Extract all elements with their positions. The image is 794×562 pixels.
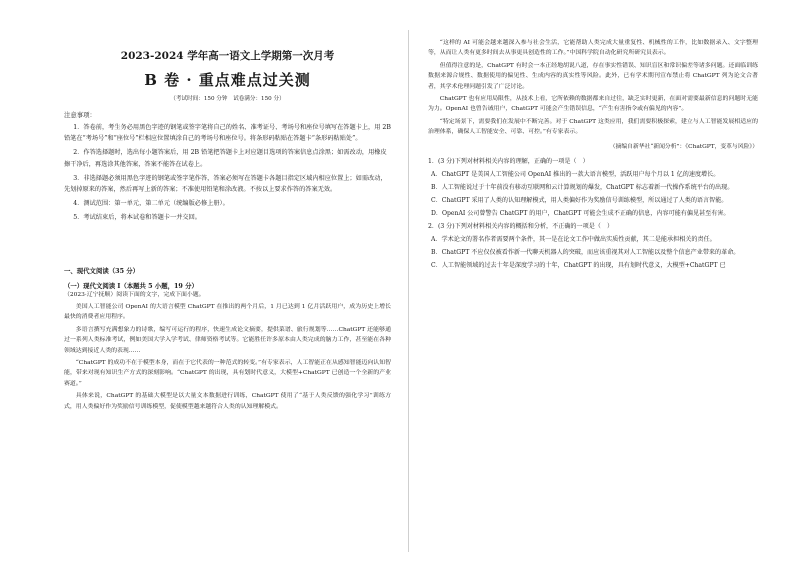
question-option: A．学术论文的署名作者需要两个条件，其一是在论文工作中做出实质性贡献，其二是能承担相关的责任。 [431,235,716,243]
question-stem: 2．(3 分)下列对材料相关内容的概括和分析，不正确的一项是（ ） [428,222,614,230]
reading-paragraph: “ChatGPT 的成功不在于模型本身，而在于它代表的一种范式的转变。”有专家表示，人工智能正在从感知智能迈向认知智能，带来对现有知识生产方式的深刻影响。“ChatGPT 的出现，具有划时代意义，大模型+ChatGPT 已创造一个全新的产业赛道。” [64,360,391,387]
column-divider [408,30,409,552]
reading-paragraph: 多语言撰写充满想象力的诗歌，编写可运行的程序，快速生成论文摘要，提供菜谱、旅行规划等……ChatGPT 还能够通过一系列人类标准考试，例如美国大学入学考试、律师资格考试等。它能胜任许多原本由人类完成的脑力工作，甚至能在各种领域达到接近人类的表现…… [64,326,391,354]
notice-item: 3．非选择题必须用黑色字迹的钢笔或签字笔作答，答案必须写在答题卡各题目指定区域内相应位置上；如需改动，先划掉原来的答案，然后再写上新的答案；不准使用铅笔和涂改液。不按以上要求作答的答案无效。 [64,174,387,194]
notice-item: 4．测试范围：第一单元，第二单元（统编版必修上册）。 [73,200,229,208]
notice-item: 5．考试结束后，将本试卷和答题卡一并交回。 [73,214,201,222]
notice-item: 1．答卷前，考生务必用黑色字迹的钢笔或签字笔将自己的姓名、准考证号、考场号和座位号填写在答题卡上，用 2B 铅笔在“考场号”和“座位号”栏相应位置填涂自己的考场号和座位号。将条形码粘贴在答题卡“条形码粘贴处”。 [64,124,391,143]
reading-paragraph: ChatGPT 也有应用局限性，从技术上看，它所依赖的数据都来自过往，缺乏实时更新，在面对需要最新信息的问题时无能为力。OpenAI 也曾告诫用户，ChatGPT 可能会产生错误信息，“产生有害指令或有偏见的内容”。 [428,96,758,113]
subsection-heading: （一）现代文阅读 I（本题共 5 小题，19 分） [64,281,198,290]
reading-paragraph: 美国人工智能公司 OpenAI 的大语言模型 ChatGPT 在推出的两个月后，1 月已达到 1 亿月活跃用户，成为历史上增长最快的消费者应用程序。 [64,304,391,321]
article-source: （摘编自新华社“新闻分析”：《ChatGPT，变革与风险》） [609,143,758,150]
section-heading: 一、现代文阅读（35 分） [64,266,140,275]
exam-subtitle: B 卷 · 重点难点过关测 [144,71,311,89]
question-option: D．OpenAI 公司曾警告 ChatGPT 的用户，ChatGPT 可能会生成不正确的信息，内容可能有偏见甚至有害。 [431,209,730,217]
exam-title: 2023-2024 学年高一语文上学期第一次月考 [120,50,335,62]
blank-space [64,224,391,260]
reading-intro: （2023·辽宁抚顺）阅读下面的文字，完成下面小题。 [64,291,205,298]
question-option: B．ChatGPT 不应仅仅被看作新一代聊天机器人的突破，而应该重视其对人工智能以及整个信息产业带来的革命。 [431,248,740,256]
reading-paragraph: 但值得注意的是，ChatGPT 有时会一本正经地胡说八道，存在事实性错误、知识盲区和常识偏差等诸多问题。还面临训练数据来源合规性、数据使用的偏见性、生成内容的真实性等风险。此外，已有学术期刊宣布禁止将 ChatGPT 列为论文合著者，其学术伦理问题引发了广泛讨论。 [428,62,758,90]
question-option: C．人工智能领域的过去十年是深度学习的十年，ChatGPT 的出现，具有划时代意义，大模型+ChatGPT 已 [431,261,726,269]
question-stem: 1．(3 分)下列对材料相关内容的理解，正确的一项是（ ） [428,157,589,165]
question-option: A．ChatGPT 是美国人工智能公司 OpenAI 推出的一款大语言模型，活跃用户每个月以 1 亿的速度增长。 [431,170,720,178]
question-option: C．ChatGPT 采用了人类的认知理解模式，用人类偏好作为奖励信号训练模型，所以通过了人类的语言智能。 [431,196,728,204]
left-column [64,36,391,414]
reading-paragraph: “这样的 AI 可能会越来越深入参与社会生活，它能帮助人类完成大量重复性、机械性的工作，比如数据录入、文字整理等，从而让人类有更多时间去从事更具创造性的工作。”中国科学院自动化研究所研究员表示。 [428,40,758,57]
question-option: B．人工智能说过于十年前没有移动互联网和云计算规划的爆发，ChatGPT 标志着新一代操作系统平台的出现。 [431,183,734,191]
right-column [428,38,758,273]
notice-heading: 注意事项： [64,111,96,119]
exam-meta: （考试时间：150 分钟 试卷满分：150 分） [170,96,285,102]
notice-item: 2．作答选择题时，选出每小题答案后，用 2B 铅笔把答题卡上对应题目选项的答案信息点涂黑；如需改动，用橡皮擦干净后，再选涂其他答案，答案不能答在试卷上。 [64,149,387,168]
reading-paragraph: 具体来说，ChatGPT 的基础大模型是以大量文本数据进行训练，ChatGPT 使用了“基于人类反馈的强化学习”训练方式，用人类偏好作为奖励信号训练模型，促使模型越来越符合人类的认知理解模式。 [64,393,391,410]
reading-paragraph: “特定场景下，需要我们在发展中不断完善。对于 ChatGPT 这类应用，我们需要积极探索，建立与人工智能发展相适应的治理体系，确保人工智能安全、可靠、可控。”有专家表示。 [428,118,758,136]
